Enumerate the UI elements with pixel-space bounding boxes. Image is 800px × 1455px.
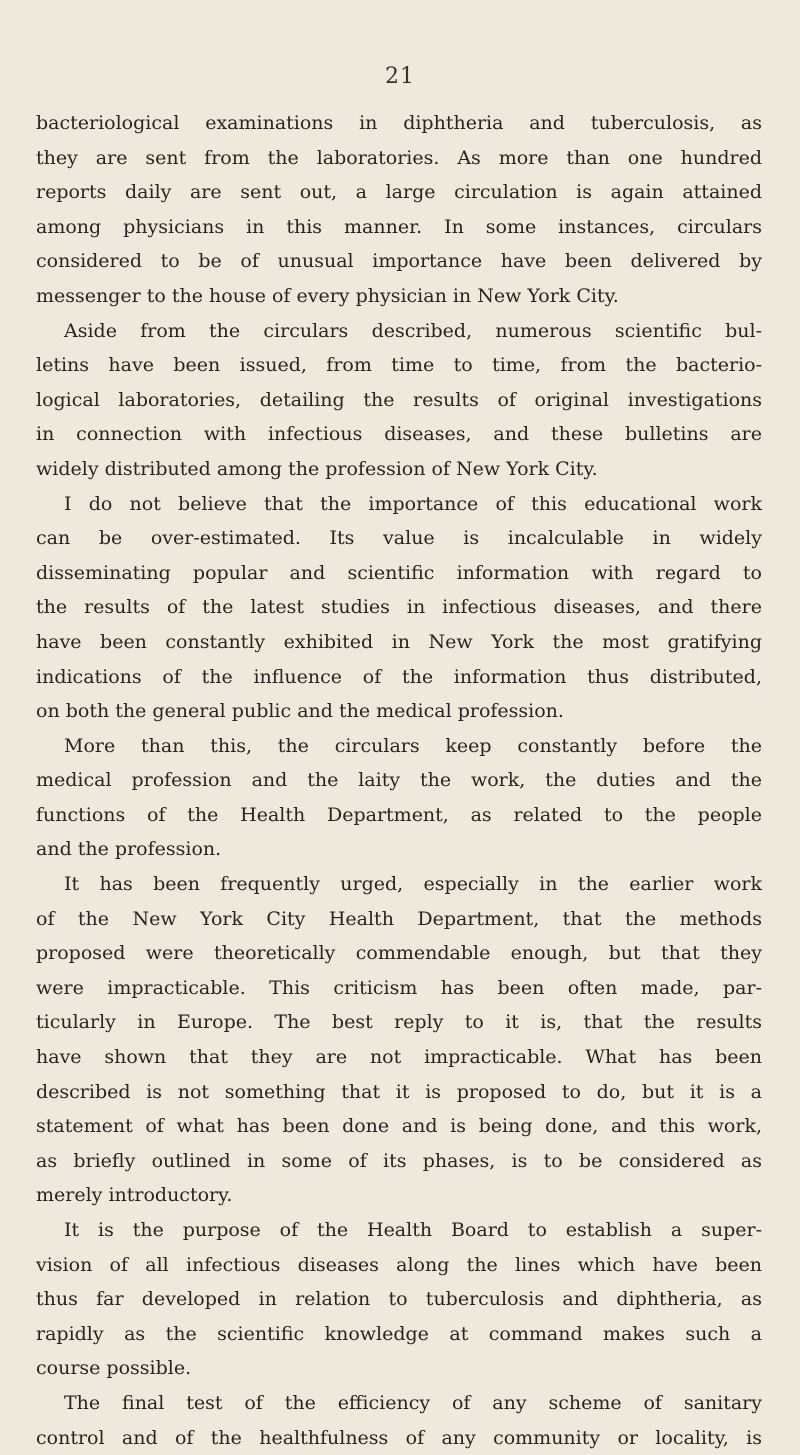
text-line: the results of the latest studies in infectious diseases, and there	[36, 596, 762, 619]
text-line: considered to be of unusual importance have been delivered by	[36, 250, 762, 273]
text-line: course possible.	[36, 1357, 192, 1380]
text-line: rapidly as the scientific knowledge at command makes such a	[36, 1322, 762, 1345]
text-line: were impracticable. This criticism has been often made, par-	[36, 976, 762, 999]
text-line: as briefly outlined in some of its phases, is to be considered as	[36, 1149, 762, 1172]
paragraph	[36, 729, 762, 867]
paragraph	[36, 1386, 762, 1455]
text-line: messenger to the house of every physician in New York City.	[36, 284, 619, 307]
text-line: of the New York City Health Department, that the methods	[36, 907, 762, 930]
text-line: vision of all infectious diseases along the lines which have been	[36, 1253, 762, 1276]
text-line: It is the purpose of the Health Board to establish a super-	[64, 1219, 762, 1241]
text-line: letins have been issued, from time to time, from the bacterio-	[36, 354, 762, 377]
text-line: widely distributed among the profession of New York City.	[36, 457, 598, 480]
text-line: The final test of the efficiency of any scheme of sanitary	[64, 1391, 762, 1414]
text-line: disseminating popular and scientific information with regard to	[36, 561, 762, 584]
text-line: thus far developed in relation to tuberculosis and diphtheria, as	[36, 1288, 762, 1311]
paragraph	[36, 487, 762, 729]
text-line: bacteriological examinations in diphtheria and tuberculosis, as	[36, 112, 762, 134]
text-line: merely introductory.	[36, 1184, 233, 1207]
page-number: 21	[385, 64, 415, 89]
text-line: described is not something that it is proposed to do, but it is a	[36, 1080, 762, 1103]
text-line: indications of the influence of the information thus distributed,	[36, 665, 762, 688]
body-text	[36, 106, 762, 1455]
text-line: logical laboratories, detailing the results of original investigations	[36, 388, 762, 411]
text-line: statement of what has been done and is being done, and this work,	[36, 1115, 762, 1138]
text-line: It has been frequently urged, especially in the earlier work	[64, 873, 762, 896]
text-line: and the profession.	[36, 838, 222, 861]
paragraph	[36, 106, 762, 314]
text-line: have shown that they are not impracticable. What has been	[36, 1046, 762, 1069]
text-line: More than this, the circulars keep constantly before the	[64, 734, 762, 757]
text-line: they are sent from the laboratories. As more than one hundred	[36, 146, 762, 169]
paragraph	[36, 314, 762, 487]
text-line: on both the general public and the medical profession.	[36, 700, 564, 723]
text-line: among physicians in this manner. In some instances, circulars	[36, 215, 762, 238]
paragraph	[36, 1213, 762, 1386]
text-line: ticularly in Europe. The best reply to it is, that the results	[36, 1011, 762, 1034]
text-line: functions of the Health Department, as related to the people	[36, 803, 762, 826]
text-line: Aside from the circulars described, numerous scientific bul-	[64, 319, 762, 342]
paragraph	[36, 867, 762, 1213]
text-line: in connection with infectious diseases, and these bulletins are	[36, 423, 762, 446]
text-line: proposed were theoretically commendable enough, but that they	[36, 942, 762, 965]
text-line: have been constantly exhibited in New York the most gratifying	[36, 630, 762, 653]
text-line: reports daily are sent out, a large circulation is again attained	[36, 181, 762, 204]
text-line: medical profession and the laity the work, the duties and the	[36, 769, 762, 792]
text-line: can be over-estimated. Its value is incalculable in widely	[36, 527, 762, 550]
text-line: control and of the healthfulness of any community or locality, is	[36, 1426, 762, 1449]
text-line: I do not believe that the importance of this educational work	[64, 492, 762, 515]
